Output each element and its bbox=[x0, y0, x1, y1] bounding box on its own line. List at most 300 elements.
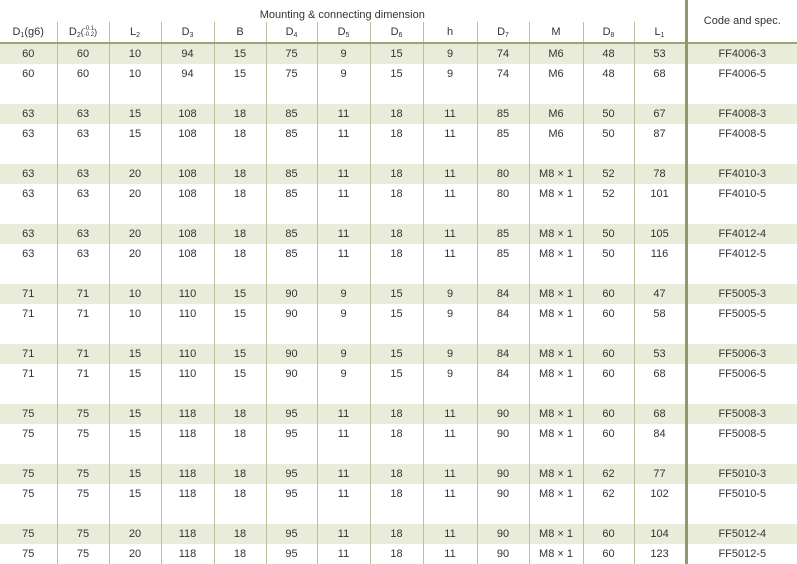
dimension-cell: 11 bbox=[423, 424, 477, 444]
spacer-cell bbox=[161, 204, 214, 224]
dimension-cell: 10 bbox=[109, 43, 161, 64]
dimension-cell: M8 × 1 bbox=[529, 424, 583, 444]
spacer-cell bbox=[317, 144, 370, 164]
dimension-cell: 85 bbox=[266, 164, 317, 184]
spacer-cell bbox=[266, 204, 317, 224]
dimension-cell: 80 bbox=[477, 184, 529, 204]
spacer-cell bbox=[529, 324, 583, 344]
dimension-cell: 85 bbox=[266, 124, 317, 144]
dimension-cell: 18 bbox=[214, 544, 266, 564]
dimension-cell: 11 bbox=[317, 544, 370, 564]
dimension-cell: 9 bbox=[317, 64, 370, 84]
column-header bbox=[317, 22, 370, 43]
dimension-cell: 11 bbox=[317, 104, 370, 124]
table-row bbox=[0, 104, 797, 124]
column-header bbox=[214, 22, 266, 43]
dimension-cell: 85 bbox=[477, 124, 529, 144]
spacer-cell bbox=[109, 84, 161, 104]
table-row bbox=[0, 424, 797, 444]
spacer-cell bbox=[423, 204, 477, 224]
dimension-cell: 95 bbox=[266, 464, 317, 484]
spacer-cell bbox=[370, 504, 423, 524]
table-row bbox=[0, 284, 797, 304]
spacer-cell bbox=[0, 144, 57, 164]
column-header bbox=[370, 22, 423, 43]
column-header-subscript: 1 bbox=[660, 31, 665, 39]
dimension-cell: 18 bbox=[370, 424, 423, 444]
column-header-subscript: 5 bbox=[345, 31, 350, 39]
code-cell: FF4008-3 bbox=[686, 104, 797, 124]
spacer-row bbox=[0, 84, 797, 104]
table-header bbox=[0, 0, 797, 43]
column-header-subscript: 2 bbox=[76, 31, 81, 39]
dimension-cell: 90 bbox=[266, 364, 317, 384]
dimension-cell: 47 bbox=[634, 284, 686, 304]
table-row bbox=[0, 544, 797, 564]
dimension-cell: 63 bbox=[57, 104, 109, 124]
spacer-cell bbox=[317, 504, 370, 524]
column-header bbox=[477, 22, 529, 43]
spacer-cell bbox=[161, 324, 214, 344]
dimension-cell: 11 bbox=[317, 464, 370, 484]
dimension-cell: 104 bbox=[634, 524, 686, 544]
code-cell: FF5005-5 bbox=[686, 304, 797, 324]
spacer-cell bbox=[686, 504, 797, 524]
dimension-cell: 110 bbox=[161, 364, 214, 384]
spacer-cell bbox=[583, 204, 634, 224]
spacer-cell bbox=[161, 444, 214, 464]
dimension-cell: 9 bbox=[423, 43, 477, 64]
dimension-cell: 18 bbox=[214, 404, 266, 424]
dimension-cell: 84 bbox=[477, 344, 529, 364]
spacer-row bbox=[0, 444, 797, 464]
code-cell: FF5012-5 bbox=[686, 544, 797, 564]
column-header bbox=[583, 22, 634, 43]
column-header-symbol: D bbox=[181, 25, 190, 38]
spacer-cell bbox=[161, 264, 214, 284]
dimension-cell: M6 bbox=[529, 104, 583, 124]
table-row bbox=[0, 364, 797, 384]
dimension-cell: 75 bbox=[22, 548, 35, 560]
column-header-symbol: D bbox=[68, 25, 77, 38]
spacer-cell bbox=[266, 504, 317, 524]
dimension-cell: M8 × 1 bbox=[529, 304, 583, 324]
spacer-cell bbox=[583, 504, 634, 524]
dimension-cell: 60 bbox=[583, 284, 634, 304]
dimension-cell: 11 bbox=[423, 544, 477, 564]
dimension-cell: 90 bbox=[266, 304, 317, 324]
dimension-cell: 15 bbox=[109, 424, 161, 444]
dimension-cell: 60 bbox=[583, 344, 634, 364]
spacer-cell bbox=[266, 264, 317, 284]
dimension-cell: 11 bbox=[317, 484, 370, 504]
column-header-symbol: D bbox=[285, 25, 294, 38]
code-cell: FF4010-3 bbox=[686, 164, 797, 184]
spacer-cell bbox=[109, 504, 161, 524]
table-row bbox=[0, 464, 797, 484]
dimension-cell: 9 bbox=[423, 344, 477, 364]
spacer-cell bbox=[0, 384, 57, 404]
spacer-cell bbox=[214, 264, 266, 284]
dimension-cell: 71 bbox=[0, 344, 57, 364]
dimension-cell: 71 bbox=[0, 284, 57, 304]
dimension-cell: M6 bbox=[529, 43, 583, 64]
dimension-cell: 90 bbox=[477, 524, 529, 544]
dimension-cell: 50 bbox=[583, 124, 634, 144]
spacer-cell bbox=[0, 324, 57, 344]
dimension-cell: 85 bbox=[266, 244, 317, 264]
dimension-cell: 11 bbox=[317, 184, 370, 204]
code-cell: FF5008-3 bbox=[686, 404, 797, 424]
dimension-cell: 60 bbox=[0, 43, 57, 64]
spacer-cell bbox=[423, 444, 477, 464]
dimension-cell: 85 bbox=[477, 104, 529, 124]
dimension-cell: 60 bbox=[57, 64, 109, 84]
dimension-cell: 63 bbox=[57, 244, 109, 264]
table-body bbox=[0, 43, 797, 564]
code-cell: FF5010-5 bbox=[686, 484, 797, 504]
dimension-cell: 18 bbox=[214, 244, 266, 264]
dimension-cell: M8 × 1 bbox=[529, 544, 583, 564]
dimension-cell: 95 bbox=[266, 544, 317, 564]
code-cell: FF5010-3 bbox=[686, 464, 797, 484]
code-cell: FF4006-5 bbox=[686, 64, 797, 84]
spacer-cell bbox=[477, 444, 529, 464]
dimension-cell: 118 bbox=[161, 424, 214, 444]
dimension-cell: 68 bbox=[634, 64, 686, 84]
dimension-cell: 85 bbox=[477, 244, 529, 264]
spacer-cell bbox=[266, 84, 317, 104]
dimension-cell: 95 bbox=[266, 484, 317, 504]
dimension-cell: 53 bbox=[634, 344, 686, 364]
spacer-row bbox=[0, 324, 797, 344]
spacer-cell bbox=[529, 204, 583, 224]
spacer-cell bbox=[583, 264, 634, 284]
dimension-cell: 90 bbox=[477, 404, 529, 424]
column-header-subscript: 8 bbox=[610, 31, 615, 39]
dimension-cell: 85 bbox=[266, 184, 317, 204]
spacer-cell bbox=[57, 84, 109, 104]
dimension-cell: 20 bbox=[109, 544, 161, 564]
dimension-cell: 20 bbox=[109, 524, 161, 544]
dimension-cell: 63 bbox=[57, 164, 109, 184]
spacer-cell bbox=[477, 204, 529, 224]
column-header-suffix: (g6) bbox=[24, 25, 44, 38]
spacer-cell bbox=[0, 264, 57, 284]
dimension-cell: 90 bbox=[266, 344, 317, 364]
code-cell: FF5005-3 bbox=[686, 284, 797, 304]
dimension-cell: 53 bbox=[634, 43, 686, 64]
table-row bbox=[0, 64, 797, 84]
dimension-cell: 11 bbox=[317, 244, 370, 264]
column-header: D2( -0.1 -0.2 ) bbox=[57, 22, 109, 43]
dimension-cell: 11 bbox=[317, 524, 370, 544]
spacer-cell bbox=[583, 84, 634, 104]
dimension-cell: 11 bbox=[423, 484, 477, 504]
spacer-row bbox=[0, 264, 797, 284]
column-header-symbol: D bbox=[497, 25, 506, 38]
dimension-cell: 63 bbox=[22, 128, 35, 140]
dimension-cell: 15 bbox=[214, 364, 266, 384]
dimension-cell: 18 bbox=[370, 104, 423, 124]
dimension-cell: 71 bbox=[22, 308, 35, 320]
spacer-cell bbox=[0, 444, 57, 464]
dimension-cell: 63 bbox=[57, 124, 109, 144]
dimension-cell: 18 bbox=[370, 464, 423, 484]
column-header-subscript: 6 bbox=[398, 31, 403, 39]
dimension-cell: 77 bbox=[634, 464, 686, 484]
dimension-cell: 108 bbox=[161, 164, 214, 184]
dimension-cell: 110 bbox=[161, 344, 214, 364]
dimension-cell: 18 bbox=[214, 104, 266, 124]
spacer-cell bbox=[214, 444, 266, 464]
dimension-cell: 108 bbox=[161, 104, 214, 124]
table-row bbox=[0, 404, 797, 424]
dimension-cell: 95 bbox=[266, 524, 317, 544]
spacer-cell bbox=[214, 384, 266, 404]
spacer-cell bbox=[686, 84, 797, 104]
dimension-cell: 18 bbox=[370, 484, 423, 504]
dimension-cell: 75 bbox=[57, 524, 109, 544]
spacer-cell bbox=[109, 444, 161, 464]
column-header bbox=[634, 22, 686, 43]
spacer-cell bbox=[370, 144, 423, 164]
table-row bbox=[0, 43, 797, 64]
spacer-cell bbox=[529, 84, 583, 104]
dimension-cell: 85 bbox=[266, 224, 317, 244]
spacer-cell bbox=[423, 84, 477, 104]
dimension-cell: 75 bbox=[57, 464, 109, 484]
dimension-cell: 94 bbox=[161, 64, 214, 84]
dimension-cell: 75 bbox=[0, 404, 57, 424]
column-header bbox=[266, 22, 317, 43]
dimension-cell: 15 bbox=[214, 304, 266, 324]
code-cell: FF5006-3 bbox=[686, 344, 797, 364]
dimension-cell: M8 × 1 bbox=[529, 284, 583, 304]
dimension-cell: 11 bbox=[423, 224, 477, 244]
dimension-cell: 9 bbox=[423, 304, 477, 324]
column-header bbox=[529, 22, 583, 43]
spacer-cell bbox=[634, 144, 686, 164]
spacer-cell bbox=[477, 264, 529, 284]
dimension-cell: 18 bbox=[370, 164, 423, 184]
dimension-cell: 67 bbox=[634, 104, 686, 124]
spacer-cell bbox=[317, 264, 370, 284]
dimension-cell: 108 bbox=[161, 224, 214, 244]
dimension-cell: 71 bbox=[22, 368, 35, 380]
dimension-cell: 60 bbox=[583, 524, 634, 544]
spacer-cell bbox=[370, 384, 423, 404]
dimension-cell: 60 bbox=[22, 68, 35, 80]
dimension-cell: 63 bbox=[57, 184, 109, 204]
dimension-cell: 15 bbox=[370, 304, 423, 324]
dimension-cell: 68 bbox=[634, 404, 686, 424]
spacer-cell bbox=[214, 324, 266, 344]
dimension-cell: 9 bbox=[317, 364, 370, 384]
dimension-cell: 9 bbox=[423, 284, 477, 304]
spacer-cell bbox=[423, 144, 477, 164]
spacer-cell bbox=[317, 444, 370, 464]
dimension-cell: 63 bbox=[0, 224, 57, 244]
spacer-cell bbox=[109, 264, 161, 284]
column-header-symbol: B bbox=[236, 26, 244, 38]
dimension-cell: 118 bbox=[161, 544, 214, 564]
dimension-cell: 110 bbox=[161, 284, 214, 304]
dimension-cell: 75 bbox=[266, 64, 317, 84]
dimension-cell: 11 bbox=[423, 184, 477, 204]
column-header-subscript: 3 bbox=[189, 31, 194, 39]
dimension-cell: 75 bbox=[22, 428, 35, 440]
dimension-cell: 63 bbox=[57, 224, 109, 244]
dimension-cell: 18 bbox=[370, 544, 423, 564]
dimension-cell: 18 bbox=[214, 124, 266, 144]
column-header-symbol: M bbox=[551, 26, 561, 38]
spacer-cell bbox=[57, 324, 109, 344]
dimension-cell: 18 bbox=[370, 404, 423, 424]
dimension-cell: 80 bbox=[477, 164, 529, 184]
spacer-cell bbox=[317, 384, 370, 404]
dimension-cell: 11 bbox=[423, 244, 477, 264]
dimension-cell: M8 × 1 bbox=[529, 224, 583, 244]
table-row bbox=[0, 244, 797, 264]
dimension-cell: 118 bbox=[161, 524, 214, 544]
dimension-cell: 52 bbox=[583, 184, 634, 204]
dimension-cell: 75 bbox=[57, 544, 109, 564]
dimension-cell: 9 bbox=[423, 364, 477, 384]
code-cell: FF4012-5 bbox=[686, 244, 797, 264]
spacer-cell bbox=[477, 324, 529, 344]
column-header-symbol: D bbox=[337, 25, 346, 38]
spacer-cell bbox=[529, 144, 583, 164]
dimension-cell: 85 bbox=[266, 104, 317, 124]
dimension-cell: 75 bbox=[22, 488, 35, 500]
code-cell: FF4006-3 bbox=[686, 43, 797, 64]
dimension-cell: 63 bbox=[22, 248, 35, 260]
spacer-cell bbox=[686, 264, 797, 284]
code-cell: FF4012-4 bbox=[686, 224, 797, 244]
column-header-symbol: D bbox=[602, 25, 611, 38]
column-header-row bbox=[0, 22, 797, 43]
spacer-cell bbox=[529, 264, 583, 284]
dimension-cell: 74 bbox=[477, 64, 529, 84]
dimension-cell: 62 bbox=[583, 484, 634, 504]
spacer-cell bbox=[317, 84, 370, 104]
code-cell: FF5006-5 bbox=[686, 364, 797, 384]
dimension-cell: 10 bbox=[109, 284, 161, 304]
spacer-cell bbox=[57, 204, 109, 224]
table-row bbox=[0, 224, 797, 244]
dimension-cell: 9 bbox=[423, 64, 477, 84]
dimension-cell: 18 bbox=[370, 244, 423, 264]
spacer-cell bbox=[214, 204, 266, 224]
tolerance bbox=[84, 26, 94, 38]
dimension-cell: 85 bbox=[477, 224, 529, 244]
dimension-cell: 75 bbox=[0, 464, 57, 484]
column-header-subscript: 2 bbox=[136, 31, 141, 39]
dimension-cell: 84 bbox=[634, 424, 686, 444]
spacer-cell bbox=[529, 504, 583, 524]
column-header-symbol: D bbox=[390, 25, 399, 38]
spacer-cell bbox=[266, 144, 317, 164]
dimension-cell: 50 bbox=[583, 104, 634, 124]
dimension-cell: M8 × 1 bbox=[529, 164, 583, 184]
code-title: Code and spec. bbox=[686, 0, 797, 43]
dimension-cell: 9 bbox=[317, 344, 370, 364]
dimension-cell: 11 bbox=[317, 164, 370, 184]
dimension-cell: 15 bbox=[109, 104, 161, 124]
spacer-cell bbox=[423, 324, 477, 344]
dimension-cell: 63 bbox=[22, 188, 35, 200]
spacer-cell bbox=[529, 384, 583, 404]
spacer-cell bbox=[634, 504, 686, 524]
tolerance-lower: -0.2 bbox=[83, 31, 95, 38]
column-header-symbol: L bbox=[654, 25, 661, 38]
dimension-cell: 9 bbox=[317, 284, 370, 304]
dimension-cell: 68 bbox=[634, 364, 686, 384]
spacer-cell bbox=[370, 84, 423, 104]
spacer-cell bbox=[57, 144, 109, 164]
dimension-cell: 20 bbox=[109, 244, 161, 264]
dimension-cell: 15 bbox=[109, 404, 161, 424]
dimension-cell: 108 bbox=[161, 124, 214, 144]
dimension-cell: 87 bbox=[634, 124, 686, 144]
spacer-cell bbox=[583, 444, 634, 464]
table-row bbox=[0, 484, 797, 504]
code-cell: FF5008-5 bbox=[686, 424, 797, 444]
dimension-cell: 11 bbox=[317, 424, 370, 444]
spacer-cell bbox=[266, 384, 317, 404]
dimension-cell: 15 bbox=[109, 464, 161, 484]
dimension-cell: 15 bbox=[370, 284, 423, 304]
dimension-cell: M6 bbox=[529, 64, 583, 84]
dimension-cell: 78 bbox=[634, 164, 686, 184]
dimension-cell: 9 bbox=[317, 43, 370, 64]
dimension-cell: 18 bbox=[370, 184, 423, 204]
spacer-cell bbox=[317, 324, 370, 344]
dimension-cell: 15 bbox=[109, 344, 161, 364]
spacer-row bbox=[0, 504, 797, 524]
spacer-cell bbox=[423, 384, 477, 404]
dimension-cell: 116 bbox=[634, 244, 686, 264]
dimension-cell: 15 bbox=[214, 344, 266, 364]
dimension-cell: 71 bbox=[57, 344, 109, 364]
spacer-cell bbox=[317, 204, 370, 224]
dimension-cell: 50 bbox=[583, 244, 634, 264]
column-header-symbol: D bbox=[12, 25, 21, 38]
dimension-cell: M8 × 1 bbox=[529, 244, 583, 264]
spacer-cell bbox=[109, 324, 161, 344]
dimension-cell: M8 × 1 bbox=[529, 464, 583, 484]
dimension-cell: 18 bbox=[214, 464, 266, 484]
dimension-cell: 108 bbox=[161, 184, 214, 204]
spacer-cell bbox=[477, 144, 529, 164]
dimension-cell: 110 bbox=[161, 304, 214, 324]
spacer-cell bbox=[0, 204, 57, 224]
dimension-cell: 15 bbox=[370, 64, 423, 84]
spacer-cell bbox=[477, 384, 529, 404]
table-row bbox=[0, 344, 797, 364]
spacer-row bbox=[0, 144, 797, 164]
dimension-cell: 20 bbox=[109, 184, 161, 204]
spacer-cell bbox=[686, 384, 797, 404]
dimension-cell: 18 bbox=[214, 184, 266, 204]
dimension-cell: 11 bbox=[423, 524, 477, 544]
dimension-cell: 90 bbox=[477, 424, 529, 444]
spacer-cell bbox=[529, 444, 583, 464]
dimension-cell: 71 bbox=[57, 304, 109, 324]
dimension-cell: M6 bbox=[529, 124, 583, 144]
column-header-symbol: L bbox=[129, 25, 137, 38]
